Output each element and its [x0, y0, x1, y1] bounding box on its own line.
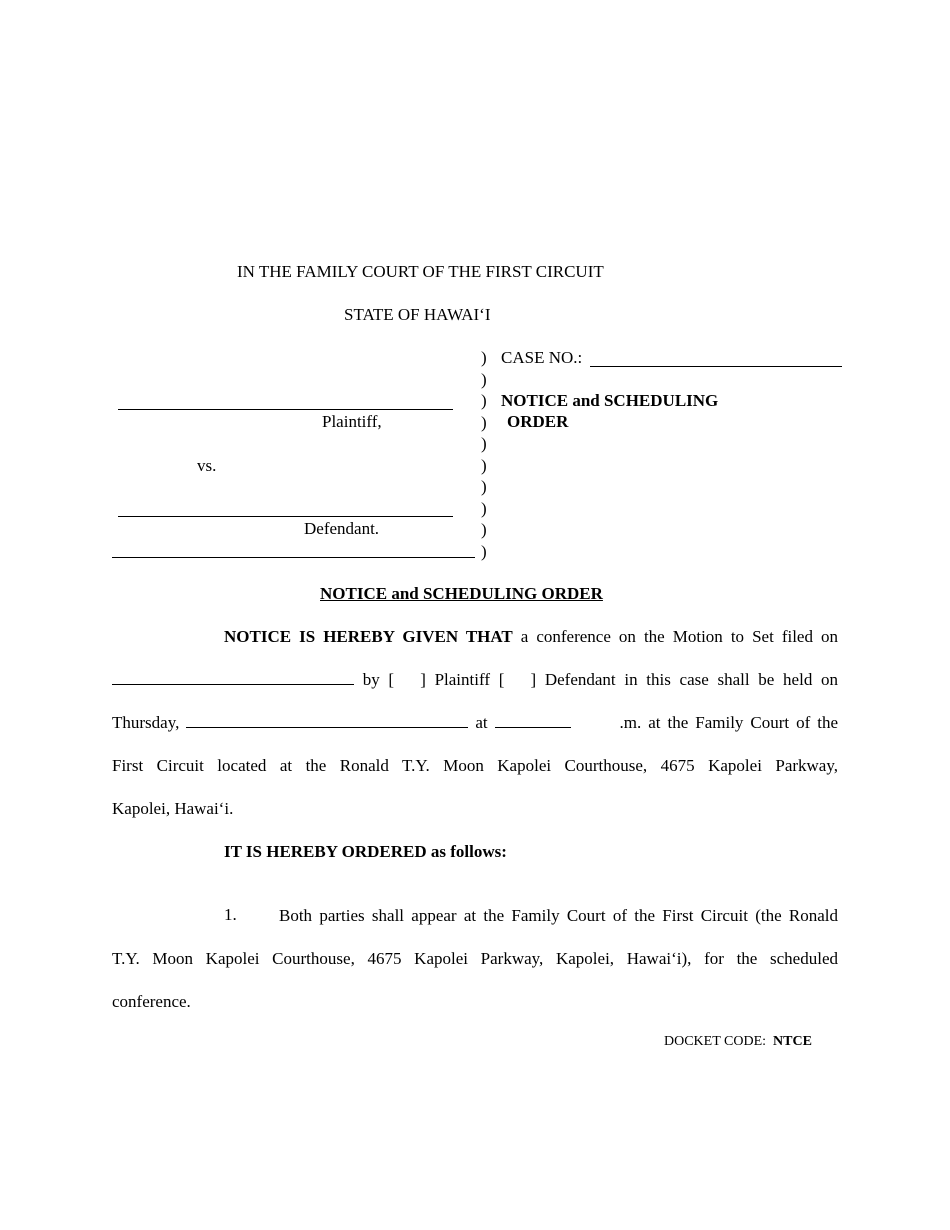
caption-paren: ) [481, 370, 487, 389]
item-1-paragraph [112, 894, 838, 1023]
docket-code [664, 1032, 812, 1052]
caption-paren: ) [481, 413, 487, 432]
document-title: NOTICE and SCHEDULING ORDER [320, 584, 603, 603]
plaintiff-name-field[interactable] [118, 409, 453, 410]
docket-code-label: DOCKET CODE: [664, 1034, 767, 1049]
case-no-field[interactable] [590, 366, 842, 367]
plaintiff-label: Plaintiff, [322, 412, 382, 431]
notice-text: at [475, 713, 488, 732]
defendant-name-field[interactable] [118, 516, 453, 517]
caption-doc-title-line1: NOTICE and SCHEDULING [501, 391, 719, 410]
docket-code-value: NTCE [773, 1034, 812, 1049]
notice-text: a conference on the Motion to Set filed on [520, 627, 838, 646]
notice-text: by [ [362, 670, 395, 689]
state-heading: STATE OF HAWAI‘I [344, 305, 491, 324]
vs-label: vs. [197, 456, 217, 475]
notice-line [112, 658, 838, 701]
caption-paren: ) [481, 348, 487, 367]
caption-paren: ) [481, 391, 487, 410]
item-1-number: 1. [224, 905, 237, 924]
case-no-label: CASE NO.: [501, 348, 583, 367]
notice-line [112, 615, 838, 658]
caption-doc-title-line2: ORDER [507, 412, 569, 431]
notice-lead: NOTICE IS HEREBY GIVEN THAT [224, 627, 513, 646]
caption-paren: ) [481, 456, 487, 475]
notice-line [112, 701, 838, 744]
conference-time-field[interactable] [495, 712, 571, 728]
item-line: Both parties shall appear at the Family Court of the First Circuit (the Ronald [279, 906, 838, 925]
caption-paren: ) [481, 520, 487, 539]
notice-text: .m. at the Family Court of the [619, 713, 839, 732]
plaintiff-checkbox-label[interactable]: ] Plaintiff [ [420, 670, 505, 689]
filed-date-field[interactable] [112, 669, 354, 685]
caption-paren: ) [481, 477, 487, 496]
caption-paren: ) [481, 499, 487, 518]
ordered-heading: IT IS HEREBY ORDERED as follows: [224, 842, 507, 861]
item-line: T.Y. Moon Kapolei Courthouse, 4675 Kapolei Parkway, Kapolei, Hawai‘i), for the scheduled [112, 949, 838, 968]
conference-date-field[interactable] [186, 712, 468, 728]
notice-paragraph [112, 615, 838, 830]
notice-line: Kapolei, Hawai‘i. [112, 799, 234, 818]
defendant-checkbox-label[interactable]: ] Defendant in this case shall be held on [530, 670, 839, 689]
caption-paren: ) [481, 542, 487, 561]
item-line: conference. [112, 992, 191, 1011]
caption-paren: ) [481, 434, 487, 453]
notice-line: First Circuit located at the Ronald T.Y. Moon Kapolei Courthouse, 4675 Kapolei Parkway, [112, 756, 838, 775]
notice-text: Thursday, [112, 713, 180, 732]
court-heading: IN THE FAMILY COURT OF THE FIRST CIRCUIT [237, 262, 604, 281]
caption-bottom-rule [112, 557, 475, 558]
defendant-label: Defendant. [304, 519, 380, 538]
